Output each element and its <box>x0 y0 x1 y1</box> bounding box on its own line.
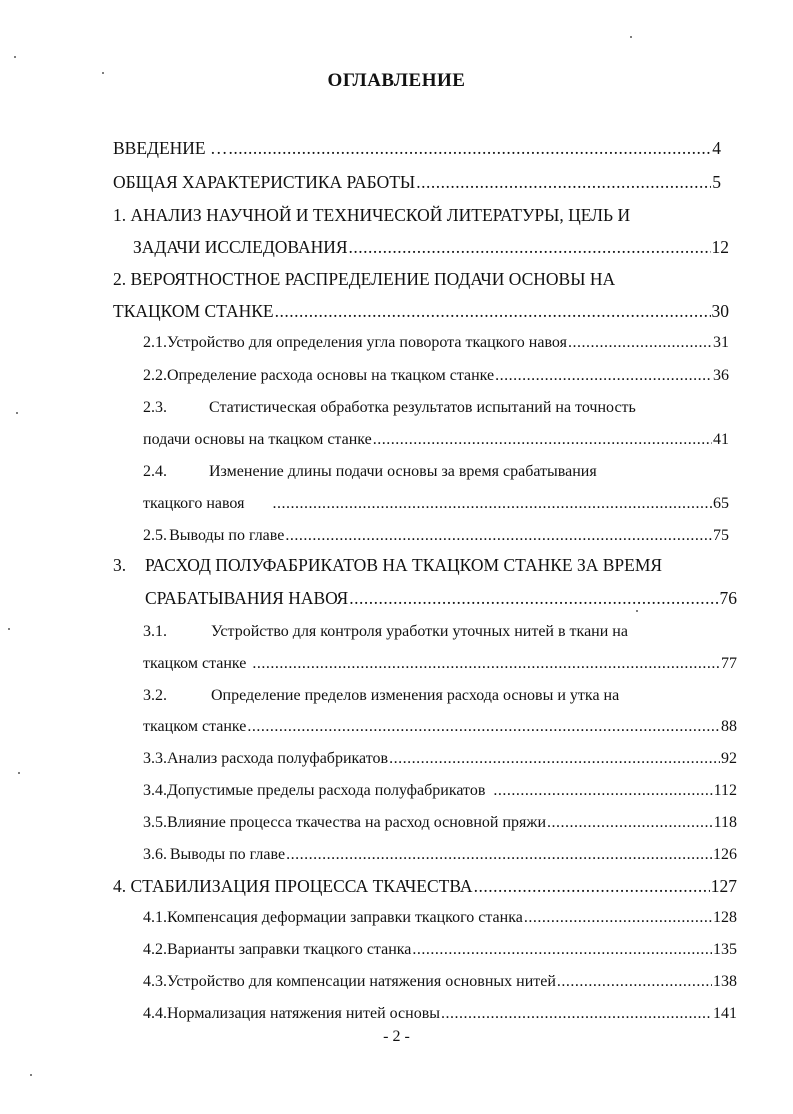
toc-page-number: 12 <box>711 237 729 257</box>
toc-entry-text: подачи основы на ткацком станке <box>143 431 372 448</box>
toc-entry-text: Выводы по главе <box>169 846 286 863</box>
toc-entry-3-1[interactable] <box>143 620 628 644</box>
toc-entry-text: 2. ВЕРОЯТНОСТНОЕ РАСПРЕДЕЛЕНИЕ ПОДАЧИ ОСНОВЫ НА <box>113 269 616 289</box>
toc-entry-3-3[interactable] <box>143 747 737 771</box>
toc-page-number: 41 <box>713 431 729 448</box>
toc-page-number: 76 <box>719 588 737 608</box>
toc-page-number: 88 <box>721 718 737 735</box>
scan-speck <box>14 56 16 58</box>
toc-page-number: 65 <box>713 495 729 512</box>
toc-page-number: 128 <box>713 909 737 926</box>
toc-entry-chapter-1-continued[interactable] <box>133 235 729 259</box>
toc-section-number: 2.1. <box>143 334 167 351</box>
toc-leader <box>557 970 712 994</box>
toc-page-number: 75 <box>713 527 729 544</box>
toc-page-number: 112 <box>713 782 737 799</box>
toc-entry-text: Определение пределов изменения расхода основы и утка на <box>211 687 620 704</box>
toc-page-number: 30 <box>711 301 729 321</box>
toc-leader <box>275 299 711 323</box>
toc-leader <box>349 235 711 259</box>
toc-leader <box>349 586 718 610</box>
toc-section-number: 3.2. <box>143 687 167 704</box>
toc-section-number: 4.1. <box>143 909 167 926</box>
scan-speck <box>102 72 104 74</box>
toc-entry-3-1-continued[interactable] <box>143 652 737 676</box>
toc-leader <box>416 170 711 194</box>
toc-entry-chapter-3[interactable] <box>113 553 662 577</box>
toc-leader <box>568 331 712 355</box>
toc-entry-text: Устройство для определения угла поворота ткацкого навоя <box>167 334 567 351</box>
toc-entry-text: ЗАДАЧИ ИССЛЕДОВАНИЯ <box>133 237 348 257</box>
toc-entry-text: Устройство для компенсации натяжения основных нитей <box>167 973 556 990</box>
toc-entry-text: Устройство для контроля уработки уточных нитей в ткани на <box>211 623 628 640</box>
toc-entry-3-5[interactable] <box>143 811 737 835</box>
toc-entry-text: Выводы по главе <box>169 527 285 544</box>
toc-entry-2-4[interactable] <box>143 460 597 484</box>
toc-entry-chapter-2-continued[interactable] <box>113 299 729 323</box>
toc-section-number: 4.2. <box>143 941 167 958</box>
toc-entry-text: ткацком станке <box>143 655 247 672</box>
toc-leader <box>493 779 712 803</box>
toc-entry-4-2[interactable] <box>143 938 737 962</box>
toc-page-number: 31 <box>713 334 729 351</box>
toc-entry-text: Компенсация деформации заправки ткацкого станка <box>167 909 523 926</box>
toc-section-number: 4.3. <box>143 973 167 990</box>
toc-leader <box>547 811 713 835</box>
toc-page-number: 138 <box>713 973 737 990</box>
toc-leader <box>285 524 712 548</box>
scan-speck <box>18 772 20 774</box>
page-title: ОГЛАВЛЕНИЕ <box>327 70 466 91</box>
toc-entry-chapter-2[interactable] <box>113 267 615 291</box>
toc-page-number: 5 <box>712 172 721 192</box>
toc-section-number: 2.4. <box>143 463 167 480</box>
toc-page-number: 135 <box>713 941 737 958</box>
toc-section-number: 4.4. <box>143 1005 167 1022</box>
scan-speck <box>30 1074 32 1076</box>
toc-entry-text: ВВЕДЕНИЕ … <box>113 138 228 158</box>
toc-page-number: 126 <box>713 846 737 863</box>
toc-page-number: 77 <box>721 655 737 672</box>
toc-section-number: 3.6. <box>143 846 167 863</box>
toc-entry-text: СРАБАТЫВАНИЯ НАВОЯ <box>145 588 349 608</box>
toc-entry-text: РАСХОД ПОЛУФАБРИКАТОВ НА ТКАЦКОМ СТАНКЕ ЗА ВРЕМЯ <box>145 555 663 575</box>
toc-section-number: 3.1. <box>143 623 167 640</box>
scan-speck <box>8 628 10 630</box>
toc-entry-text: 1. АНАЛИЗ НАУЧНОЙ И ТЕХНИЧЕСКОЙ ЛИТЕРАТУРЫ, ЦЕЛЬ И <box>113 205 631 225</box>
toc-entry-text: Изменение длины подачи основы за время срабатывания <box>209 463 597 480</box>
toc-entry-text: Допустимые пределы расхода полуфабрикатов <box>167 782 486 799</box>
toc-leader <box>441 1002 712 1026</box>
toc-leader <box>524 906 712 930</box>
toc-leader <box>373 428 712 452</box>
toc-entry-4-1[interactable] <box>143 906 737 930</box>
toc-entry-2-3[interactable] <box>143 396 636 420</box>
toc-entry-2-4-continued[interactable] <box>143 492 729 516</box>
scan-speck <box>630 36 632 38</box>
toc-entry-text: ткацком станке <box>143 718 247 735</box>
toc-section-number: 2.3. <box>143 399 167 416</box>
toc-entry-text: ТКАЦКОМ СТАНКЕ <box>113 301 274 321</box>
toc-entry-2-5[interactable] <box>143 524 729 548</box>
toc-entry-introduction[interactable] <box>113 136 721 160</box>
toc-entry-3-6[interactable] <box>143 843 737 867</box>
toc-entry-text: 4. СТАБИЛИЗАЦИЯ ПРОЦЕССА ТКАЧЕСТВА <box>113 876 473 896</box>
toc-leader <box>247 715 720 739</box>
toc-entry-chapter-4[interactable] <box>113 874 737 898</box>
toc-entry-text: Статистическая обработка результатов испытаний на точность <box>209 399 636 416</box>
toc-leader <box>272 492 712 516</box>
toc-section-number: 3.3. <box>143 750 167 767</box>
toc-leader <box>286 843 712 867</box>
toc-entry-3-2-continued[interactable] <box>143 715 737 739</box>
toc-entry-text: Определение расхода основы на ткацком станке <box>167 367 495 384</box>
toc-page-number: 118 <box>713 814 737 831</box>
toc-entry-general-characteristics[interactable] <box>113 170 721 194</box>
toc-entry-text: Влияние процесса ткачества на расход основной пряжи <box>167 814 547 831</box>
toc-entry-chapter-3-continued[interactable] <box>145 586 737 610</box>
toc-entry-text: Варианты заправки ткацкого станка <box>167 941 412 958</box>
toc-leader <box>474 874 710 898</box>
toc-section-number: 2.5. <box>143 527 167 544</box>
toc-entry-4-4[interactable] <box>143 1002 737 1026</box>
toc-page-number: 4 <box>712 138 721 158</box>
toc-page-number: 141 <box>713 1005 737 1022</box>
toc-entry-3-2[interactable] <box>143 684 619 708</box>
toc-entry-2-1[interactable] <box>143 331 729 355</box>
toc-leader <box>229 136 712 160</box>
toc-entry-chapter-1[interactable] <box>113 203 630 227</box>
toc-section-number: 2.2. <box>143 367 167 384</box>
toc-entry-2-3-continued[interactable] <box>143 428 729 452</box>
toc-leader <box>389 747 720 771</box>
scan-speck <box>16 412 18 414</box>
toc-entry-text: Нормализация натяжения нитей основы <box>167 1005 440 1022</box>
toc-leader <box>495 364 712 388</box>
toc-entry-4-3[interactable] <box>143 970 737 994</box>
toc-page-number: 92 <box>721 750 737 767</box>
toc-section-number: 3.4. <box>143 782 167 799</box>
toc-section-number: 3. <box>113 555 127 575</box>
toc-section-number: 3.5. <box>143 814 167 831</box>
page-number-footer: - 2 - <box>383 1028 410 1045</box>
toc-entry-text: ткацкого навоя <box>143 495 245 512</box>
toc-entry-3-4[interactable] <box>143 779 737 803</box>
toc-entry-text: ОБЩАЯ ХАРАКТЕРИСТИКА РАБОТЫ <box>113 172 416 192</box>
scan-speck <box>636 610 638 612</box>
toc-page-number: 127 <box>710 876 737 896</box>
toc-leader <box>412 938 712 962</box>
toc-entry-2-2[interactable] <box>143 364 729 388</box>
toc-page-number: 36 <box>713 367 729 384</box>
toc-leader <box>252 652 720 676</box>
toc-entry-text: Анализ расхода полуфабрикатов <box>167 750 389 767</box>
